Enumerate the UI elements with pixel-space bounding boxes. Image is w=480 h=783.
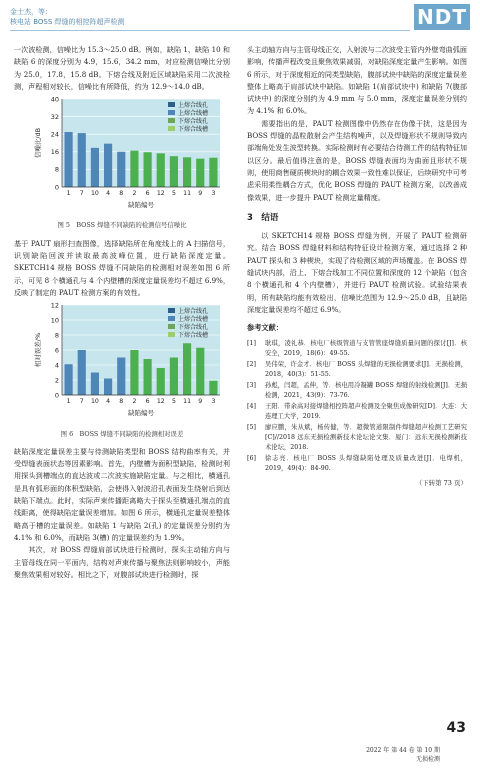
legend-label: 下熔合线孔 [178, 117, 209, 125]
journal-issue: 2022 年 第 44 卷 第 10 期 [366, 747, 440, 754]
journal-footer [366, 746, 440, 764]
x-tick-label: 3 [211, 398, 216, 406]
y-tick-label: 8 [54, 331, 59, 340]
x-tick-label: 8 [119, 190, 124, 198]
x-tick-label: 6 [145, 190, 150, 198]
bar [117, 358, 125, 396]
legend-swatch [168, 324, 175, 329]
bar [130, 350, 138, 395]
header-rule [10, 30, 410, 31]
legend-label: 上熔合线槽 [178, 109, 209, 117]
bar [157, 368, 165, 395]
y-tick-label: 4 [54, 361, 59, 370]
y-tick-label: 32 [50, 113, 59, 122]
bar [144, 152, 152, 187]
x-tick-label: 4 [106, 190, 111, 198]
bar [117, 152, 125, 187]
figure-5-caption: 图 5 BOSS 焊缝不同缺陷的检测信号信噪比 [57, 221, 187, 230]
legend-swatch [168, 110, 175, 115]
page-header [0, 0, 480, 34]
reference-item: [1] 耿琪，凌礼恭．核电厂核级管道与支管管座焊缝质量问题的探讨[J]．核安全，2019，18(6)：49-55. [247, 339, 467, 357]
bar [209, 381, 217, 395]
figure-6-caption: 图 6 BOSS 焊缝不同缺陷的检测相对误差 [60, 429, 184, 438]
page-number: 43 [446, 720, 466, 736]
reference-item: [4] 王阳．带余高对接焊缝相控阵超声检测及全聚焦成像研究[D]．大连：大连理工大学，2019. [247, 402, 467, 420]
x-tick-label: 9 [198, 398, 203, 406]
paragraph-error-analysis: 缺陷深度定量误差主要与待测缺陷类型和 BOSS 结构曲率有关，并受焊缝表面状态等因素影响。首先，内壁槽为面积型缺陷，检测时利用探头到槽端点的直达波或二次波实施缺陷定量。与之相比，横通孔是具有弧形面的体积型缺陷，会使得入射波沿孔表面发生绕射后到达缺陷下端点。此时，实际声束传播距离略大于探头至横通孔端点的直线距离，使得缺陷定量误差增加。如图 6 所示，横通孔定量误差整体略高于槽的定量误差。如缺陷 1 与缺陷 2(孔) 的定量误差分别约为 4.1% 和 6.0%，而缺陷 3(槽) 的定量误差约为 1.9%。 [14, 446, 230, 542]
bar [170, 358, 178, 396]
references-heading: 参考文献： [247, 323, 283, 333]
bar [183, 344, 191, 396]
legend-label: 下熔合线孔 [178, 324, 209, 332]
x-tick-label: 5 [171, 190, 176, 198]
reference-item: [3] 孙彪，闫超，孟伸，等．核电用冷凝罐 BOSS 焊缝的射线检测[J]．无损检测，2021，43(9)：73-76. [247, 381, 467, 399]
legend-label: 下熔合线槽 [178, 125, 209, 133]
x-tick-label: 1 [66, 398, 71, 406]
running-title [10, 7, 125, 27]
bar [196, 159, 204, 187]
right-column [247, 44, 467, 489]
bar [104, 379, 112, 396]
legend-swatch [168, 332, 175, 337]
y-tick-label: 16 [50, 148, 59, 157]
y-tick-label: 2 [54, 376, 59, 385]
bar [78, 133, 86, 187]
paragraph-quantification: 基于 PAUT 扇形扫查图像，选择缺陷所在角度线上的 A 扫描信号，识别缺陷回波并读取最高波峰位置，进行缺陷深度定量。SKETCH14 规格 BOSS 焊缝不同缺陷的检测相对误差如图 6 所示，可见 8 个横通孔与 4 个内壁槽的深度定量误差均不超过 6.9%，反映了制定的 PAUT 检测方案的有效性。 [14, 238, 230, 297]
bar [91, 148, 99, 187]
x-tick-label: 5 [171, 398, 176, 406]
paragraph-snr: 一次波检测，信噪比为 15.3～25.0 dB。例如，缺陷 1、缺陷 10 和缺陷 6 的深度分别为 4.9，15.6，34.2 mm，对应检测信噪比分别为 25.0，17.8，15.8 dB。下熔合线及附近区域缺陷采用二次波检测，声程相对较长，信噪比有所降低，约为 12.9～14.0 dB。 [14, 45, 230, 91]
legend-swatch [168, 308, 175, 313]
x-tick-label: 12 [156, 190, 165, 198]
legend-label: 上熔合线槽 [178, 316, 209, 324]
x-tick-label: 8 [119, 398, 124, 406]
bar [104, 144, 112, 187]
reference-item: [2] 吴伟荣，许金才．核电厂 BOSS 头焊缝的无损检测要求[J]．无损检测，2018，40(3)：51-55. [247, 360, 467, 378]
bar [209, 158, 217, 187]
x-axis-label: 缺陷编号 [128, 201, 154, 210]
bar [183, 157, 191, 187]
bar [91, 373, 99, 396]
legend-label: 上熔合线孔 [178, 101, 209, 109]
bar [170, 156, 178, 187]
y-tick-label: 10 [50, 316, 59, 325]
legend-swatch [168, 126, 175, 131]
x-tick-label: 1 [66, 190, 71, 198]
section-heading-conclusion: 3 结语 [247, 212, 279, 223]
y-axis-label: 相对误差/% [34, 333, 42, 368]
figure-5-snr-chart [14, 93, 230, 211]
x-axis-label: 缺陷编号 [128, 409, 154, 418]
x-tick-label: 7 [79, 398, 84, 406]
running-title-article: 核电站 BOSS 焊缝的相控阵超声检测 [10, 18, 125, 26]
x-tick-label: 10 [90, 190, 99, 198]
x-tick-label: 11 [183, 190, 192, 198]
bar [65, 365, 73, 396]
bar [65, 132, 73, 187]
paragraph-shoulder-belly: 其次，对 BOSS 焊缝肩部试块进行检测时，探头主动轴方向与主管母线在同一平面内，结构对声束传播与聚焦法则影响较小，声能聚焦效果相对较好。相比之下，对腹部试块进行检测时，探 [14, 545, 230, 579]
y-tick-label: 24 [50, 130, 59, 139]
bar [157, 154, 165, 188]
legend-label: 上熔合线孔 [178, 308, 209, 316]
y-tick-label: 8 [54, 165, 59, 174]
y-tick-label: 0 [54, 391, 59, 400]
x-tick-label: 3 [211, 190, 216, 198]
x-tick-label: 4 [106, 398, 111, 406]
bar [196, 348, 204, 395]
reference-item: [5] 廖应鹏，朱从斌，杨传健，等．超微管道限制件焊缝超声检测工艺研究[C]//2018 远东无损检测新技术论坛论文集．厦门：远东无损检测新技术论坛，2018. [247, 423, 467, 451]
continued-note: （下转第 73 页） [415, 478, 467, 487]
x-tick-label: 6 [145, 398, 150, 406]
legend-swatch [168, 316, 175, 321]
bar [78, 350, 86, 395]
paragraph-conclusion: 以 SKETCH14 规格 BOSS 焊缝为例，开展了 PAUT 检测研究。结合 BOSS 焊缝材料和结构特征设计检测方案，通过选择 2 种 PAUT 探头和 3 种楔块，实现了待检测区域的声场覆盖。在 BOSS 焊缝试块内部，沿上、下熔合线加工不同位置和深度的 12 个缺陷（包含 8 个横通孔和 4 个内壁槽），并进行 PAUT 检测试验。试验结果表明，所有缺陷均能有效检出，信噪比范围为 12.9～25.0 dB，且缺陷深度定量误差均不超过 6.9%。 [247, 231, 467, 314]
journal-name: 无损检测 [415, 756, 440, 763]
reference-item: [6] 徐志亮．核电厂 BOSS 头焊缝缺陷处理及质量改进[J]．电焊机，2019，49(4)：84-90. [247, 454, 467, 472]
y-tick-label: 0 [54, 183, 59, 192]
paragraph-belly-continued: 头主动轴方向与主管母线正交，入射波与二次波受主管内外壁弯曲弧面影响，传播声程改变且聚焦效果减弱，对缺陷深度定量产生影响。如图 6 所示，对于深度相近的同类型缺陷，腹部试块中缺陷的深度定量误差整体上略高于肩部试块中缺陷。如缺陷 1(肩部试块中) 和缺陷 7(腹部试块中) 的深度分别约为 4.9 mm 与 5.0 mm，深度定量误差分别约为 4.1% 和 6.0%。 [247, 45, 467, 116]
x-tick-label: 2 [132, 190, 137, 198]
legend-label: 下熔合线槽 [178, 332, 209, 340]
x-tick-label: 10 [90, 398, 99, 406]
y-tick-label: 40 [50, 95, 59, 104]
x-tick-label: 7 [79, 190, 84, 198]
legend-swatch [168, 102, 175, 107]
x-tick-label: 2 [132, 398, 137, 406]
y-tick-label: 6 [54, 346, 59, 355]
y-tick-label: 12 [50, 301, 59, 310]
reference-list [247, 339, 467, 474]
x-tick-label: 12 [156, 398, 165, 406]
left-column [14, 44, 230, 581]
bar [130, 151, 138, 187]
legend-swatch [168, 118, 175, 123]
bar [144, 359, 152, 395]
paragraph-artifacts: 需要指出的是，PAUT 检测图像中仍然存在伪像干扰，这是因为 BOSS 焊缝的晶粒散射会产生结构噪声，以及焊缝形状不规则导致内部端角处发生波型转换。实际检测时有必要结合待测工件的结构特征加以区分。最后值得注意的是，BOSS 焊缝表面均为曲面且形状不规则，使用商售硬质楔块时的耦合效果一致性难以保证，后续研究中可考虑采用柔性耦合方式，优化 BOSS 焊缝的 PAUT 检测方案，以改善成像效果，进一步提升 PAUT 检测定量精度。 [247, 118, 467, 202]
running-title-authors: 金士杰，等： [10, 8, 52, 16]
x-tick-label: 9 [198, 190, 203, 198]
y-axis-label: 信噪比/dB [34, 128, 42, 159]
x-tick-label: 11 [183, 398, 192, 406]
figure-6-error-chart [14, 299, 230, 419]
ndt-logo: NDT [414, 4, 470, 30]
